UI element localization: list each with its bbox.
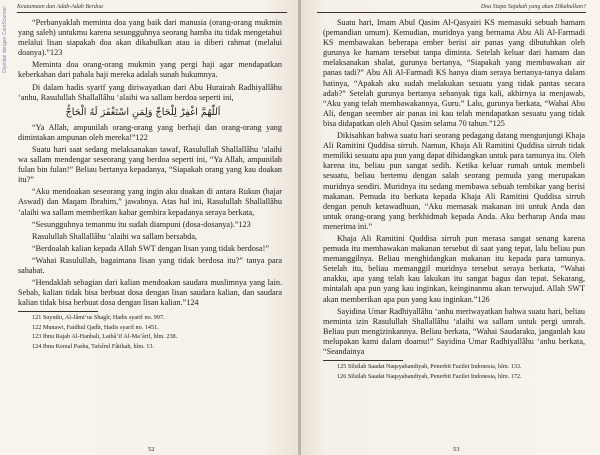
footnote-rule <box>323 360 403 361</box>
footnote: 123 Ibnu Rajab Al-Hanbali, Lathâ’if Al-Ma’ârif, hlm. 238. <box>32 333 178 341</box>
paragraph: Suatu hari saat sedang melaksanakan tawaf, Rasulullah Shallallâhu ‘alaihi wa sallam mendengar seseorang yang berdoa seperti ini, “Ya Allah, ampunilah fulan bin fulan!” Beliau bertanya kepadanya, “Siapakah orang yang kau doakan itu?” <box>18 144 282 185</box>
left-page-number: 52 <box>148 446 155 453</box>
right-body-text <box>323 18 585 382</box>
left-body-text <box>18 18 282 352</box>
footnote-rule <box>18 311 98 312</box>
arabic-prayer: اَللّٰهُمَّ اغْفِرْ لِلْحَاجِّ وَلِمَنِ اسْتَغْفَرَ لَهُ الْحَاجُّ <box>65 106 221 118</box>
paragraph: Meminta doa orang-orang mukmin yang pergi haji agar mendapatkan keberkahan dari pahala haji mereka adalah sunah hukumnya. <box>18 60 282 80</box>
paragraph: Suatu hari, Imam Abul Qasim Al-Qasyairi KS memasuki sebuah hamam (pemandian umum). Kemudian, muridnya yang bernama Abu Ali Al-Farmadi KS membawakan beberapa ember berisi air panas yang dibutuhkan oleh gurunya ke hamam tersebut tanpa diminta. Setelah keluar dari hamam dan melaksanakan shalat, gurunya bertanya, “Siapakah yang membawakan air panas tadi?” Abu Ali Al-Farmadi KS hanya diam seraya bertanya-tanya dalam hatinya, “Apakah aku sudah melakukan sesuatu yang tidak pantas secara adab?” Setelah gurunya bertanya sebanyak tiga kali, akhirnya ia menjawab, “Aku yang telah membawakannya, Guru.” Lalu, gurunya berkata, “Wahai Abu Ali, dengan seember air panas ini kau telah mendapatkan sesuatu yang tidak bisa didapatkan oleh Abul Qasim selama 70 tahun.”125 <box>323 18 585 128</box>
left-header-rule <box>17 12 287 13</box>
right-running-header: Doa Siapa Sajakah yang akan Dikabulkan? <box>480 4 586 10</box>
paragraph: “Ya Allah, ampunilah orang-orang yang berhaji dan orang-orang yang dimintakan ampunan oleh mereka!”122 <box>18 122 282 142</box>
paragraph: “Wahai Rasulullah, bagaimana lisan yang tidak berdosa itu?” tanya para sahabat. <box>18 255 282 275</box>
paragraph: “Aku mendoakan seseorang yang ingin aku doakan di antara Rukun (hajar Aswad) dan Maqam Ibrahim,” jawabnya. Atas hal ini, Rasulullah Shallallâhu ‘alaihi wa sallam memberikan kabar gembira kepadanya seraya berkata, <box>18 187 282 217</box>
right-page <box>301 0 600 455</box>
paragraph: “Berdoalah kalian kepada Allah SWT dengan lisan yang tidak berdosa!” <box>32 243 269 253</box>
paragraph: Rasulullah Shallallâhu ‘alaihi wa sallam bersabda, <box>32 231 198 241</box>
left-page <box>0 0 299 455</box>
scanner-watermark: Dipindai dengan CamScanner <box>2 6 8 73</box>
paragraph: Di dalam hadis syarif yang diriwayatkan dari Abu Hurairah Radhiyallâhu ‘anhu, Rasulullah Shallallâhu ‘alaihi wa sallam berdoa seperti ini, <box>18 82 282 102</box>
paragraph: Khaja Ali Ramitini Quddisa sirruh pun merasa sangat senang karena pemuda itu membawakan makanan tersebut di saat yang tepat, lalu beliau pun memanggilnya. Beliau menghidangkan makanan itu kepada para tamunya. Setelah itu, beliau memanggil muridnya tersebut seraya berkata, “Wahai anakku, apa yang telah kau lakukan itu sangat bagus dan tepat. Sekarang, mintalah apa pun yang kau inginkan, keinginanmu akan terwujud. Allah SWT akan memberikan apa pun yang kau inginkan.”126 <box>323 233 585 304</box>
paragraph: “Hendaklah sebagian dari kalian mendoakan saudara muslimnya yang lain. Sebab, kalian tidak bisa berbuat dosa dengan lisan saudara kalian, dan saudara kalian tidak bisa berbuat dosa dengan lisan kalian.”124 <box>18 278 282 308</box>
footnote: 122 Munawi, Faidhul Qadîr, Hadis syarif no. 1451. <box>32 323 159 331</box>
left-running-header: Keutamaan dan Adab-Adab Berdoa <box>17 4 103 10</box>
paragraph: “Perbanyaklah meminta doa yang baik dari manusia (orang-orang mukmin yang saleh) untukmu karena sesungguhnya seorang hamba itu tidak mengetahui melalui lisan siapakah doa akan dikabulkan atau ia diberi rahmat (melalui doanya).”123 <box>18 18 282 58</box>
paragraph: Dikisahkan bahwa suatu hari seorang pedagang datang mengunjungi Khaja Ali Ramitini Quddisa sirruh. Namun, Khaja Ali Ramitini Quddisa sirruh tidak memiliki sesuatu apa pun yang dapat dihidangkan untuk para tamunya itu. Oleh karena itu, beliau pun sangat sedih. Ketika keluar rumah untuk membeli sesuatu, beliau bertemu dengan salah seorang pemuda yang merupakan muridnya sendiri. Muridnya itu sedang membawa sebuah tembikar yang berisi makanan. Pemuda itu berkata kepada Khaja Ali Ramitini Quddisa sirruh dengan penuh ketawadhuan, “Aku memasak makanan ini untuk Anda dan untuk orang-orang yang berkhidmah kepada Anda. Aku berharap Anda mau menerima ini.” <box>323 131 585 231</box>
paragraph: Sayidina Umar Radhiyallâhu ‘anhu meriwayatkan bahwa suatu hari, beliau meminta izin Rasulullah Shallallâhu ‘alaihi wa sallam untuk pergi umrah. Beliau pun mengizinkannya. Beliau berkata, “Wahai Saudaraku, janganlah kau melupakan kami dalam doamu!” Sayidina Umar Radhiyallâhu ‘anhu berkata, “Seandainya <box>323 306 585 356</box>
paragraph: “Sesungguhnya temanmu itu sudah diampuni (dosa-dosanya).”123 <box>32 219 251 229</box>
right-header-rule <box>317 12 586 13</box>
right-page-number: 53 <box>453 446 460 453</box>
footnote: 124 Ibnu Kemal Pasha, Tafsîrul Fâtihah, hlm. 13. <box>32 342 154 350</box>
footnote: 126 Silsilah Saadat Naqsyabandiyah, Penerbit Fazilet Indonesia, hlm. 172. <box>337 372 522 380</box>
footnote: 121 Suyuthi, Al-Jâmi‘us Shagîr, Hadis syarif no. 997. <box>32 314 165 322</box>
footnote: 125 Silsilah Saadat Naqsyabandiyah, Penerbit Fazilet Indonesia, hlm. 133. <box>337 363 522 371</box>
